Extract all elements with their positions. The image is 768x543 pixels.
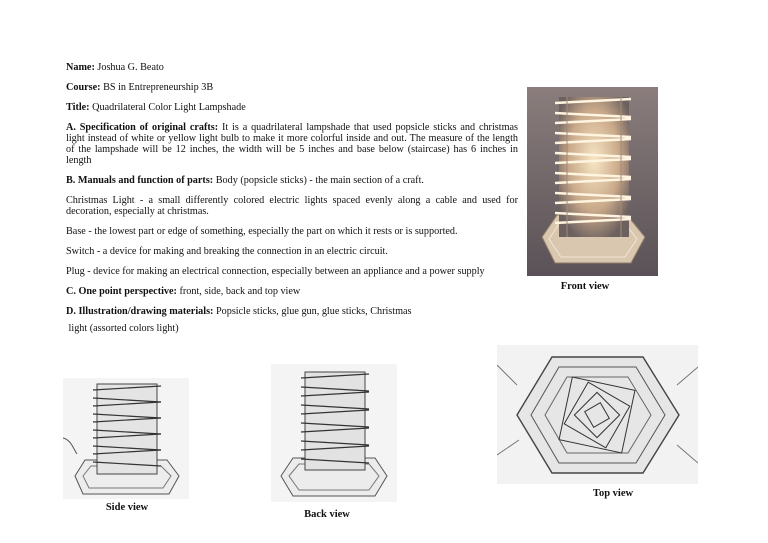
christmas-light-definition: Christmas Light - a small differently colored electric lights spaced evenly along a cable and used for decoration, especially at christmas.	[66, 195, 518, 217]
section-d-text: Popsicle sticks, glue gun, glue sticks, Christmas	[215, 306, 412, 317]
section-d-label: D. Illustration/drawing materials:	[66, 306, 214, 317]
section-c-text: front, side, back and top view	[179, 286, 301, 297]
section-c-label: C. One point perspective:	[66, 286, 177, 297]
top-view-caption: Top view	[592, 488, 634, 499]
front-view-photo	[527, 87, 658, 276]
course-label: Course:	[66, 82, 101, 93]
section-b-text: Body (popsicle sticks) - the main section of a craft.	[215, 175, 424, 186]
side-view-caption: Side view	[105, 502, 149, 513]
front-view-caption: Front view	[560, 281, 610, 292]
name-value: Joshua G. Beato	[97, 62, 164, 73]
section-c	[66, 286, 518, 297]
back-view-sketch	[271, 364, 397, 502]
title-label: Title:	[66, 102, 90, 113]
course-line	[66, 82, 518, 93]
switch-definition: Switch - a device for making and breaking the connection in an electric circuit.	[66, 246, 388, 257]
top-view-sketch	[497, 345, 698, 484]
section-b-label: B. Manuals and function of parts:	[66, 175, 214, 186]
back-view-caption: Back view	[304, 509, 350, 520]
section-a-label: A. Specification of original crafts:	[66, 122, 219, 133]
base-definition: Base - the lowest part or edge of something, especially the part on which it rests or is supported.	[66, 226, 458, 237]
title-line	[66, 102, 518, 113]
section-a-text: It is a quadrilateral lampshade that used popsicle sticks and christmas light instead of white or yellow light bulb to make it more colorful inside and out. The measure of the length of the lampshade will be 12 inches, the width will be 5 inches and base below (staircase) has 6 inches in length	[66, 122, 518, 166]
title-value: Quadrilateral Color Light Lampshade	[92, 102, 246, 113]
course-value: BS in Entrepreneurship 3B	[103, 82, 214, 93]
section-d-continuation: light (assorted colors light)	[66, 323, 179, 334]
name-line	[66, 62, 518, 73]
document-body	[66, 62, 518, 343]
side-view-sketch	[63, 378, 189, 499]
section-d	[66, 306, 518, 317]
section-a	[66, 122, 518, 166]
plug-definition: Plug - device for making an electrical connection, especially between an appliance and a power supply	[66, 266, 485, 277]
section-b	[66, 175, 518, 186]
name-label: Name:	[66, 62, 95, 73]
